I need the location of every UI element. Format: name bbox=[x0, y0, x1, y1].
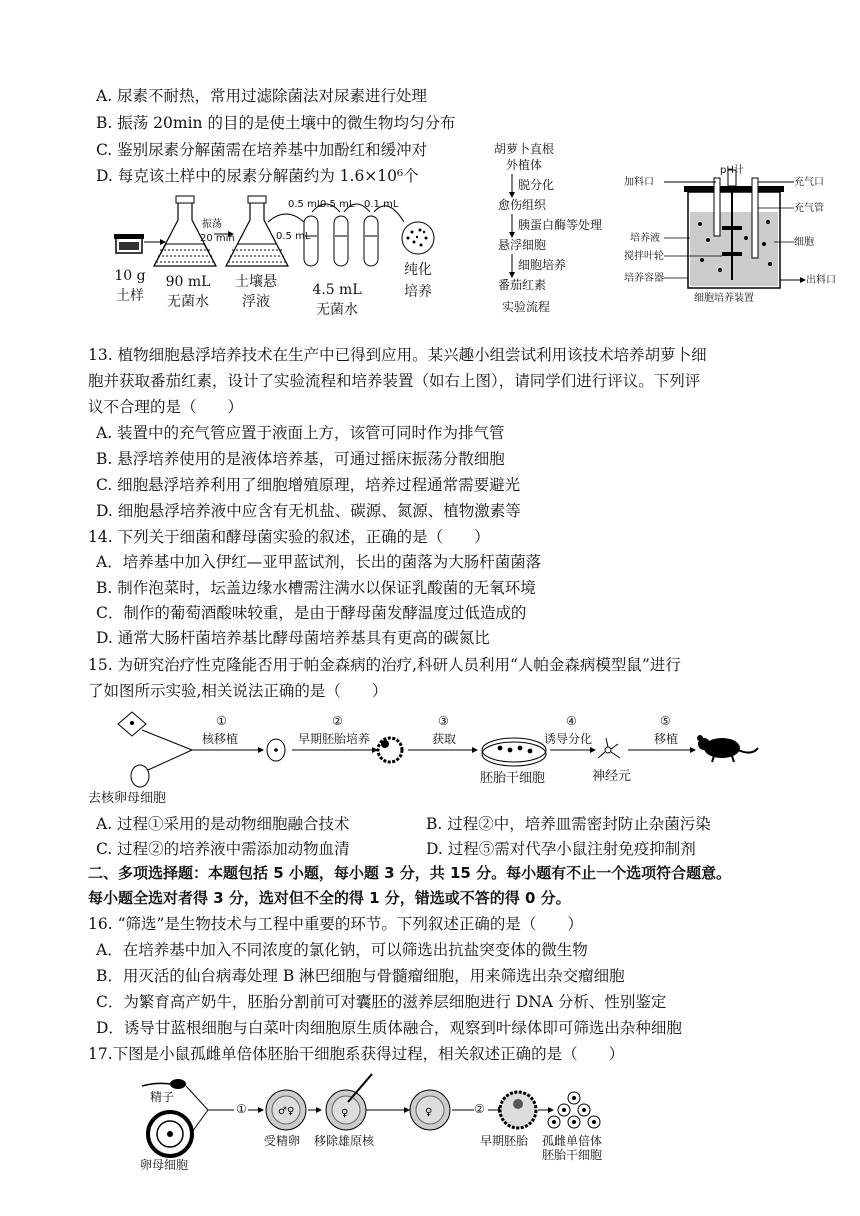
sample-weight-label: 10 g bbox=[114, 268, 146, 284]
q14-option-c: C．制作的葡萄酒酸味较重，是由于酵母菌发酵温度过低造成的 bbox=[96, 604, 527, 622]
step-5-number: ⑤ bbox=[660, 714, 671, 728]
q14-option-d: D. 通常大肠杆菌培养基比酵母菌培养基具有更高的碳氮比 bbox=[96, 629, 490, 647]
q13-stem-line-1: 13. 植物细胞悬浮培养技术在生产中已得到应用。某兴趣小组尝试利用该技术培养胡萝卜细 bbox=[88, 346, 707, 364]
q16-option-a: A．在培养基中加入不同浓度的氯化钠，可以筛选出抗盐突变体的微生物 bbox=[96, 941, 588, 959]
section-2-title-line-1: 二、多项选择题：本题包括 5 小题，每小题 3 分，共 15 分。每小题有不止一个选项符合题意。 bbox=[88, 864, 732, 882]
flow-step-4: 悬浮细胞 bbox=[498, 238, 547, 252]
q14-option-b: B. 制作泡菜时，坛盖边缘水槽需注满水以保证乳酸菌的无氧环境 bbox=[96, 579, 536, 597]
container-label: 培养容器 bbox=[624, 273, 664, 284]
step-3-number: ③ bbox=[438, 714, 449, 728]
tube-name-label: 无菌水 bbox=[316, 302, 358, 318]
q16-option-c: C．为繁育高产奶牛，胚胎分割前可对囊胚的滋养层细胞进行 DNA 分析、性别鉴定 bbox=[96, 993, 667, 1011]
gas-pipe-label: 充气管 bbox=[794, 203, 824, 214]
flow-caption: 实验流程 bbox=[502, 300, 551, 314]
svg-text:♀: ♀ bbox=[287, 1106, 295, 1117]
step-3-label: 获取 bbox=[432, 732, 457, 746]
early-embryo-label: 早期胚胎 bbox=[480, 1134, 529, 1148]
flow-step-5: 番茄红素 bbox=[498, 278, 547, 292]
step-5-label: 移植 bbox=[654, 732, 679, 746]
svg-text:♀: ♀ bbox=[341, 1108, 349, 1119]
q16-stem: 16. “筛选”是生物技术与工程中重要的环节。下列叙述正确的是（ ） bbox=[88, 915, 583, 933]
q17-step-1-number: ① bbox=[236, 1102, 247, 1116]
q15-option-a: A. 过程①采用的是动物细胞融合技术 bbox=[96, 815, 350, 833]
step-2-label: 早期胚胎培养 bbox=[298, 732, 371, 746]
result-label-2: 胚胎干细胞 bbox=[542, 1148, 603, 1162]
impeller-label: 搅拌叶轮 bbox=[624, 251, 664, 262]
experiment-flow-figure bbox=[494, 140, 634, 316]
neuron-label: 神经元 bbox=[592, 769, 632, 784]
sperm-label: 精子 bbox=[150, 1090, 175, 1104]
step-1-number: ① bbox=[216, 714, 227, 728]
q12-option-d: D. 每克该土样中的尿素分解菌约为 1.6×10⁶个 bbox=[96, 167, 419, 185]
outlet-label: 出料口 bbox=[806, 275, 836, 286]
gas-inlet-label: 充气口 bbox=[794, 177, 824, 188]
tube-volume-label: 4.5 mL bbox=[312, 282, 362, 298]
q13-option-a: A. 装置中的充气管应置于液面上方，该管可同时作为排气管 bbox=[96, 424, 505, 442]
q17-step-2-number: ② bbox=[474, 1102, 485, 1116]
volume-label-3: 0.5 mL bbox=[320, 199, 355, 210]
flask2-name-label-2: 浮液 bbox=[242, 294, 270, 310]
step-1-label: 核移植 bbox=[202, 732, 239, 746]
q13-stem-line-3: 议不合理的是（ ） bbox=[88, 398, 244, 416]
oocyte-label: 去核卵母细胞 bbox=[88, 791, 167, 806]
q12-option-c: C. 鉴别尿素分解菌需在培养基中加酚红和缓冲对 bbox=[96, 141, 428, 159]
purify-label-2: 培养 bbox=[404, 284, 432, 300]
result-label-1: 孤雌单倍体 bbox=[542, 1134, 603, 1148]
volume-label-1: 0.5 mL bbox=[288, 199, 323, 210]
q12-option-a: A. 尿素不耐热，常用过滤除菌法对尿素进行处理 bbox=[96, 87, 428, 105]
cells-label: 细胞 bbox=[794, 237, 814, 248]
remove-male-pronucleus-label: 移除雄原核 bbox=[314, 1134, 375, 1148]
egg-label: 卵母细胞 bbox=[140, 1158, 189, 1172]
flow-arrows bbox=[506, 140, 526, 316]
q15-option-b: B. 过程②中，培养皿需密封防止杂菌污染 bbox=[426, 815, 711, 833]
q15-option-d: D. 过程⑤需对代孕小鼠注射免疫抑制剂 bbox=[426, 840, 696, 858]
medium-label: 培养液 bbox=[630, 233, 660, 244]
q16-option-d: D．诱导甘蓝根细胞与白菜叶肉细胞原生质体融合，观察到叶绿体即可筛选出杂种细胞 bbox=[96, 1019, 682, 1037]
parthenogenesis-figure bbox=[134, 1072, 634, 1172]
culture-device-figure bbox=[624, 164, 834, 314]
feed-port-label: 加料口 bbox=[624, 177, 654, 188]
shake-label: 振荡 bbox=[202, 219, 222, 230]
svg-text:♂: ♂ bbox=[278, 1106, 287, 1117]
volume-label-4: 0.1 mL bbox=[364, 199, 399, 210]
fertilized-egg-label: 受精卵 bbox=[264, 1134, 301, 1148]
flow-step-1: 胡萝卜直根 bbox=[494, 142, 555, 156]
flask1-volume-label: 90 mL bbox=[165, 274, 211, 290]
section-2-title-line-2: 每小题全选对者得 3 分，选对但不全的得 1 分，错选或不答的得 0 分。 bbox=[88, 889, 571, 907]
q17-stem: 17.下图是小鼠孤雌单倍体胚胎干细胞系获得过程，相关叙述正确的是（ ） bbox=[88, 1045, 625, 1063]
purify-label-1: 纯化 bbox=[404, 262, 432, 278]
q15-stem-line-2: 了如图所示实验,相关说法正确的是（ ） bbox=[88, 682, 388, 700]
q13-option-d: D. 细胞悬浮培养液中应含有无机盐、碳源、氮源、植物激素等 bbox=[96, 502, 521, 520]
device-caption: 细胞培养装置 bbox=[694, 293, 754, 304]
dilution-figure bbox=[108, 192, 458, 322]
flow-arrow-label-2: 胰蛋白酶等处理 bbox=[518, 218, 603, 232]
flow-arrow-label-1: 脱分化 bbox=[518, 178, 555, 192]
q14-stem: 14. 下列关于细菌和酵母菌实验的叙述，正确的是（ ） bbox=[88, 528, 490, 546]
flow-step-3: 愈伤组织 bbox=[498, 198, 547, 212]
q15-stem-line-1: 15. 为研究治疗性克隆能否用于帕金森病的治疗,科研人员利用“人帕金森病模型鼠”进行 bbox=[88, 656, 681, 674]
shake-time-label: 20 min bbox=[200, 233, 235, 244]
stem-cell-label: 胚胎干细胞 bbox=[480, 771, 546, 786]
q13-stem-line-2: 胞并获取番茄红素，设计了实验流程和培养装置（如右上图），请同学们进行评议。下列评 bbox=[88, 372, 701, 390]
q13-option-c: C. 细胞悬浮培养利用了细胞增殖原理，培养过程通常需要避光 bbox=[96, 476, 521, 494]
flow-arrow-label-3: 细胞培养 bbox=[518, 258, 567, 272]
step-4-number: ④ bbox=[566, 714, 577, 728]
sample-label: 土样 bbox=[116, 288, 144, 304]
step-4-label: 诱导分化 bbox=[544, 732, 593, 746]
q15-option-c: C. 过程②的培养液中需添加动物血清 bbox=[96, 840, 350, 858]
step-2-number: ② bbox=[332, 714, 343, 728]
q16-option-b: B．用灭活的仙台病毒处理 B 淋巴细胞与骨髓瘤细胞，用来筛选出杂交瘤细胞 bbox=[96, 967, 625, 985]
cloning-figure bbox=[88, 708, 768, 810]
ph-meter-label: pH计 bbox=[720, 165, 744, 176]
svg-text:♀: ♀ bbox=[425, 1107, 433, 1118]
q12-option-b: B. 振荡 20min 的目的是使土壤中的微生物均匀分布 bbox=[96, 114, 456, 132]
flask1-name-label: 无菌水 bbox=[167, 294, 209, 310]
flask2-name-label-1: 土壤悬 bbox=[235, 274, 277, 290]
volume-label-2: 0.5 mL bbox=[276, 231, 311, 242]
q13-option-b: B. 悬浮培养使用的是液体培养基，可通过摇床振荡分散细胞 bbox=[96, 450, 505, 468]
q14-option-a: A．培养基中加入伊红—亚甲蓝试剂，长出的菌落为大肠杆菌菌落 bbox=[96, 553, 542, 571]
flow-step-2: 外植体 bbox=[506, 158, 543, 172]
